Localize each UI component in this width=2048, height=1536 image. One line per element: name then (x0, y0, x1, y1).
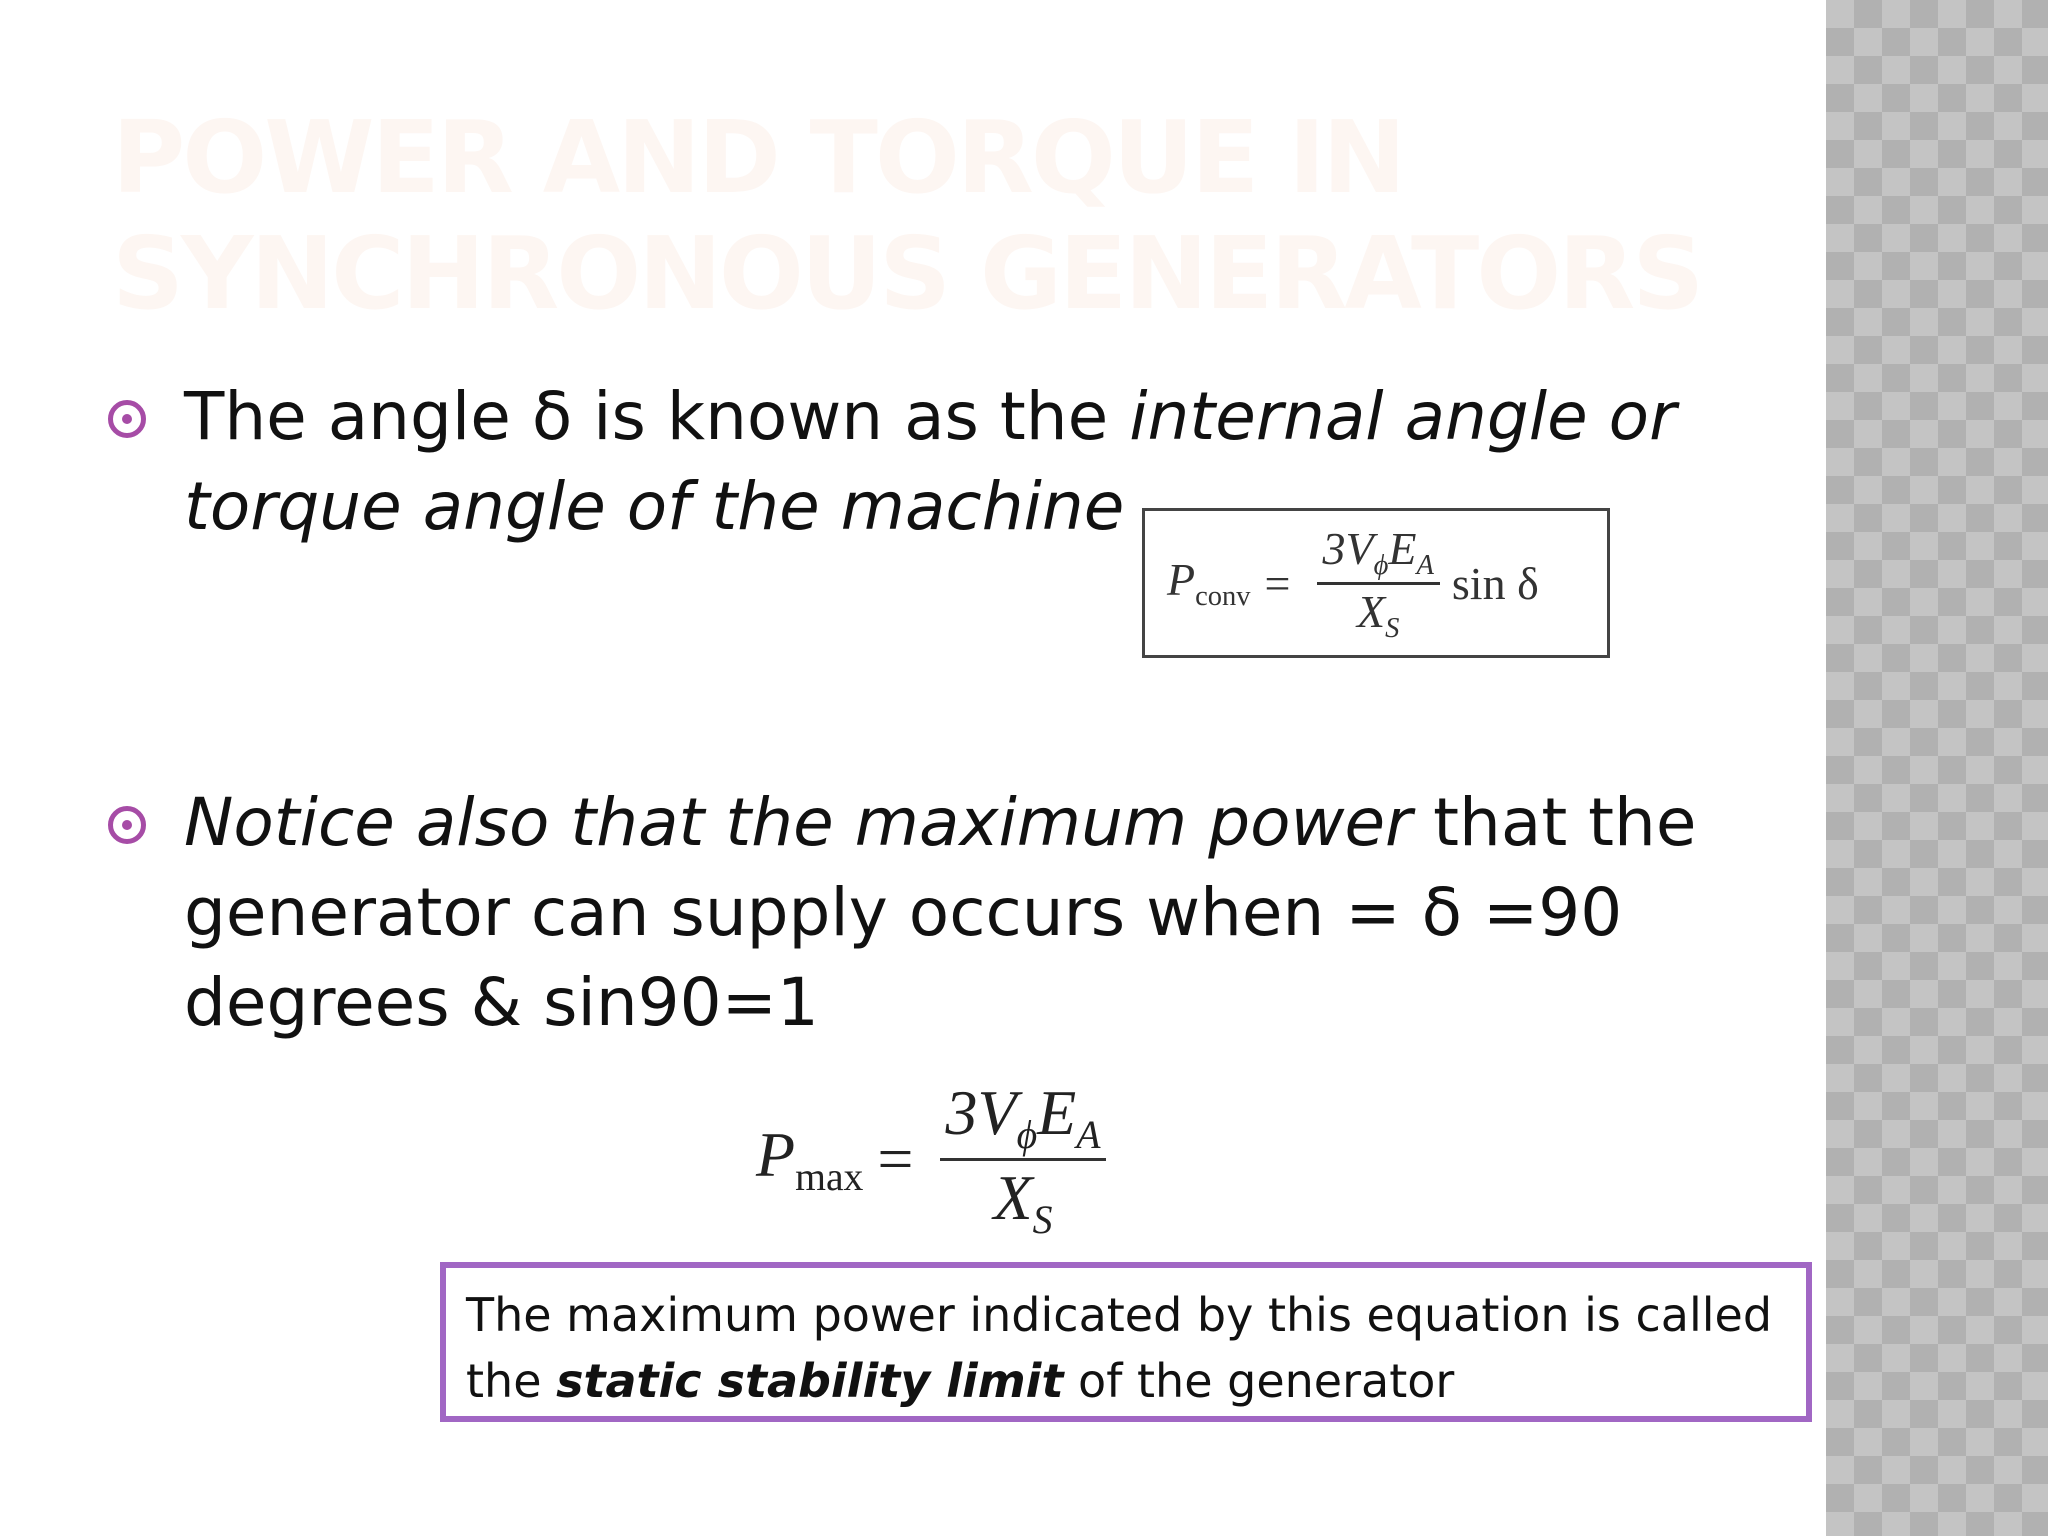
eq-denominator: $X_S$ (993, 1161, 1053, 1242)
slide-title-line2: SYNCHRONOUS GENERATORS (112, 215, 1702, 332)
callout-post: of the generator (1063, 1354, 1455, 1408)
eq-equals: = (1264, 557, 1291, 609)
bullet-text-normal: that the generator can supply occurs when = δ =90 degrees & sin90=1 (184, 784, 1697, 1041)
equation-pmax (756, 1076, 1118, 1243)
eq-sin-term: sin δ (1451, 557, 1539, 609)
callout-line1: The maximum power indicated by this equation is called (466, 1288, 1773, 1342)
eq-lhs: $P_{conv}$ (1167, 554, 1251, 612)
eq-lhs: $P_{max}$ (756, 1119, 864, 1200)
eq-fraction (940, 1076, 1107, 1243)
eq-denominator: $X_S$ (1357, 585, 1400, 644)
decorative-sidebar (1826, 0, 2048, 1536)
callout-emphasis: static stability limit (556, 1354, 1064, 1408)
bullet-circle-icon (108, 806, 146, 844)
eq-equals: = (877, 1123, 914, 1195)
bullet-text-normal: The angle δ is known as the (184, 378, 1130, 455)
eq-numerator: $3V_\phi E_A$ (1317, 522, 1440, 585)
slide-title-line1: POWER AND TORQUE IN (112, 99, 1404, 216)
callout-pre: the (466, 1354, 557, 1408)
bullet-text (184, 778, 1764, 1048)
eq-fraction (1317, 522, 1440, 645)
bullet-text-italic: internal angle or torque angle of the machine (184, 378, 1677, 545)
equation-pconv (1142, 508, 1610, 658)
static-stability-callout (440, 1262, 1812, 1422)
bullet-circle-icon (108, 400, 146, 438)
slide-title (112, 100, 1712, 332)
bullet-text-italic: Notice also that the maximum power (184, 784, 1413, 861)
eq-numerator: $3V_\phi E_A$ (940, 1076, 1107, 1161)
